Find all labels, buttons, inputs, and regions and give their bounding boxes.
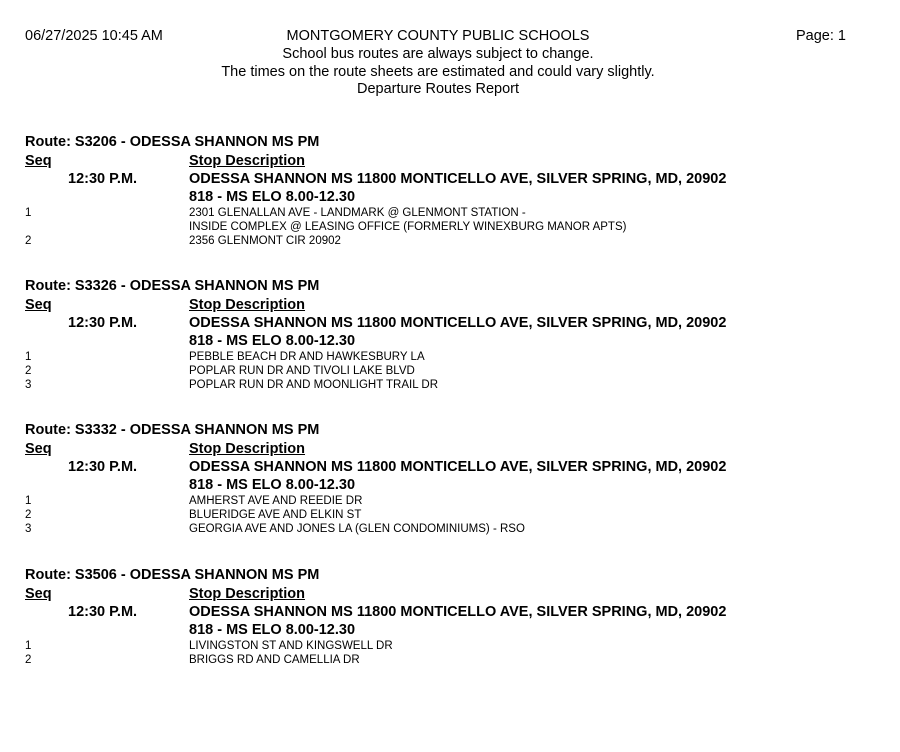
stop-list [0, 350, 900, 393]
stop-description-column-header: Stop Description [189, 153, 306, 169]
stop-seq: 1 [25, 207, 32, 219]
stop-description: BRIGGS RD AND CAMELLIA DR [189, 654, 360, 667]
route-title: Route: S3206 - ODESSA SHANNON MS PM [25, 134, 320, 150]
route-title: Route: S3506 - ODESSA SHANNON MS PM [25, 567, 320, 583]
stop-row [0, 494, 900, 508]
route-title: Route: S3326 - ODESSA SHANNON MS PM [25, 278, 320, 294]
route-block [0, 278, 900, 408]
departure-time: 12:30 P.M. [68, 315, 138, 331]
program-name: 818 - MS ELO 8.00-12.30 [189, 189, 356, 205]
stop-description: AMHERST AVE AND REEDIE DR [189, 495, 363, 507]
route-block [0, 567, 900, 697]
stop-row [0, 364, 900, 378]
stop-description: PEBBLE BEACH DR AND HAWKESBURY LA [189, 351, 425, 363]
stop-description-column-header: Stop Description [189, 441, 306, 457]
stop-seq: 2 [25, 509, 32, 522]
route-title: Route: S3332 - ODESSA SHANNON MS PM [25, 422, 320, 438]
program-name: 818 - MS ELO 8.00-12.30 [189, 622, 356, 638]
program-name: 818 - MS ELO 8.00-12.30 [189, 477, 356, 493]
stop-seq: 3 [25, 523, 32, 536]
seq-column-header: Seq [25, 153, 52, 169]
stop-row [0, 206, 900, 220]
stop-row [0, 653, 900, 667]
seq-column-header: Seq [25, 586, 52, 602]
stop-list [0, 494, 900, 537]
departure-time: 12:30 P.M. [68, 171, 138, 187]
report-title: Departure Routes Report [357, 81, 519, 98]
stop-list [0, 639, 900, 667]
seq-column-header: Seq [25, 297, 52, 313]
school-address: ODESSA SHANNON MS 11800 MONTICELLO AVE, SILVER SPRING, MD, 20902 [189, 459, 727, 475]
stop-list [0, 206, 900, 249]
stop-seq: 2 [25, 365, 32, 378]
notice-line-1: School bus routes are always subject to change. [282, 45, 594, 62]
stop-description-column-header: Stop Description [189, 297, 306, 313]
notice-line-2: The times on the route sheets are estimated and could vary slightly. [221, 63, 655, 80]
stop-description-column-header: Stop Description [189, 586, 306, 602]
departure-time: 12:30 P.M. [68, 604, 138, 620]
stop-row [0, 522, 900, 536]
stop-row [0, 508, 900, 522]
stop-seq: 2 [25, 235, 32, 248]
stop-row [0, 234, 900, 248]
report-datetime: 06/27/2025 10:45 AM [25, 28, 163, 44]
stop-description: BLUERIDGE AVE AND ELKIN ST [189, 509, 362, 522]
program-name: 818 - MS ELO 8.00-12.30 [189, 333, 356, 349]
stop-description: POPLAR RUN DR AND MOONLIGHT TRAIL DR [189, 379, 438, 392]
route-block [0, 134, 900, 264]
stop-description: 2356 GLENMONT CIR 20902 [189, 235, 341, 248]
stop-description: INSIDE COMPLEX @ LEASING OFFICE (FORMERLY WINEXBURG MANOR APTS) [189, 221, 627, 234]
stop-row [0, 378, 900, 392]
stop-seq: 2 [25, 654, 32, 667]
stop-description: LIVINGSTON ST AND KINGSWELL DR [189, 640, 393, 652]
org-name: MONTGOMERY COUNTY PUBLIC SCHOOLS [286, 28, 590, 44]
report-header [188, 28, 688, 99]
stop-description: POPLAR RUN DR AND TIVOLI LAKE BLVD [189, 365, 415, 378]
stop-row [0, 639, 900, 653]
stop-row [0, 350, 900, 364]
stop-seq: 1 [25, 351, 32, 363]
stop-seq: 3 [25, 379, 32, 392]
seq-column-header: Seq [25, 441, 52, 457]
departure-time: 12:30 P.M. [68, 459, 138, 475]
school-address: ODESSA SHANNON MS 11800 MONTICELLO AVE, SILVER SPRING, MD, 20902 [189, 171, 727, 187]
stop-seq: 1 [25, 640, 32, 652]
route-block [0, 422, 900, 552]
stop-description: GEORGIA AVE AND JONES LA (GLEN CONDOMINIUMS) - RSO [189, 523, 525, 536]
school-address: ODESSA SHANNON MS 11800 MONTICELLO AVE, SILVER SPRING, MD, 20902 [189, 315, 727, 331]
school-address: ODESSA SHANNON MS 11800 MONTICELLO AVE, SILVER SPRING, MD, 20902 [189, 604, 727, 620]
page-number: Page: 1 [796, 28, 846, 44]
stop-seq: 1 [25, 495, 32, 507]
stop-row [0, 220, 900, 234]
stop-description: 2301 GLENALLAN AVE - LANDMARK @ GLENMONT STATION - [189, 207, 526, 219]
